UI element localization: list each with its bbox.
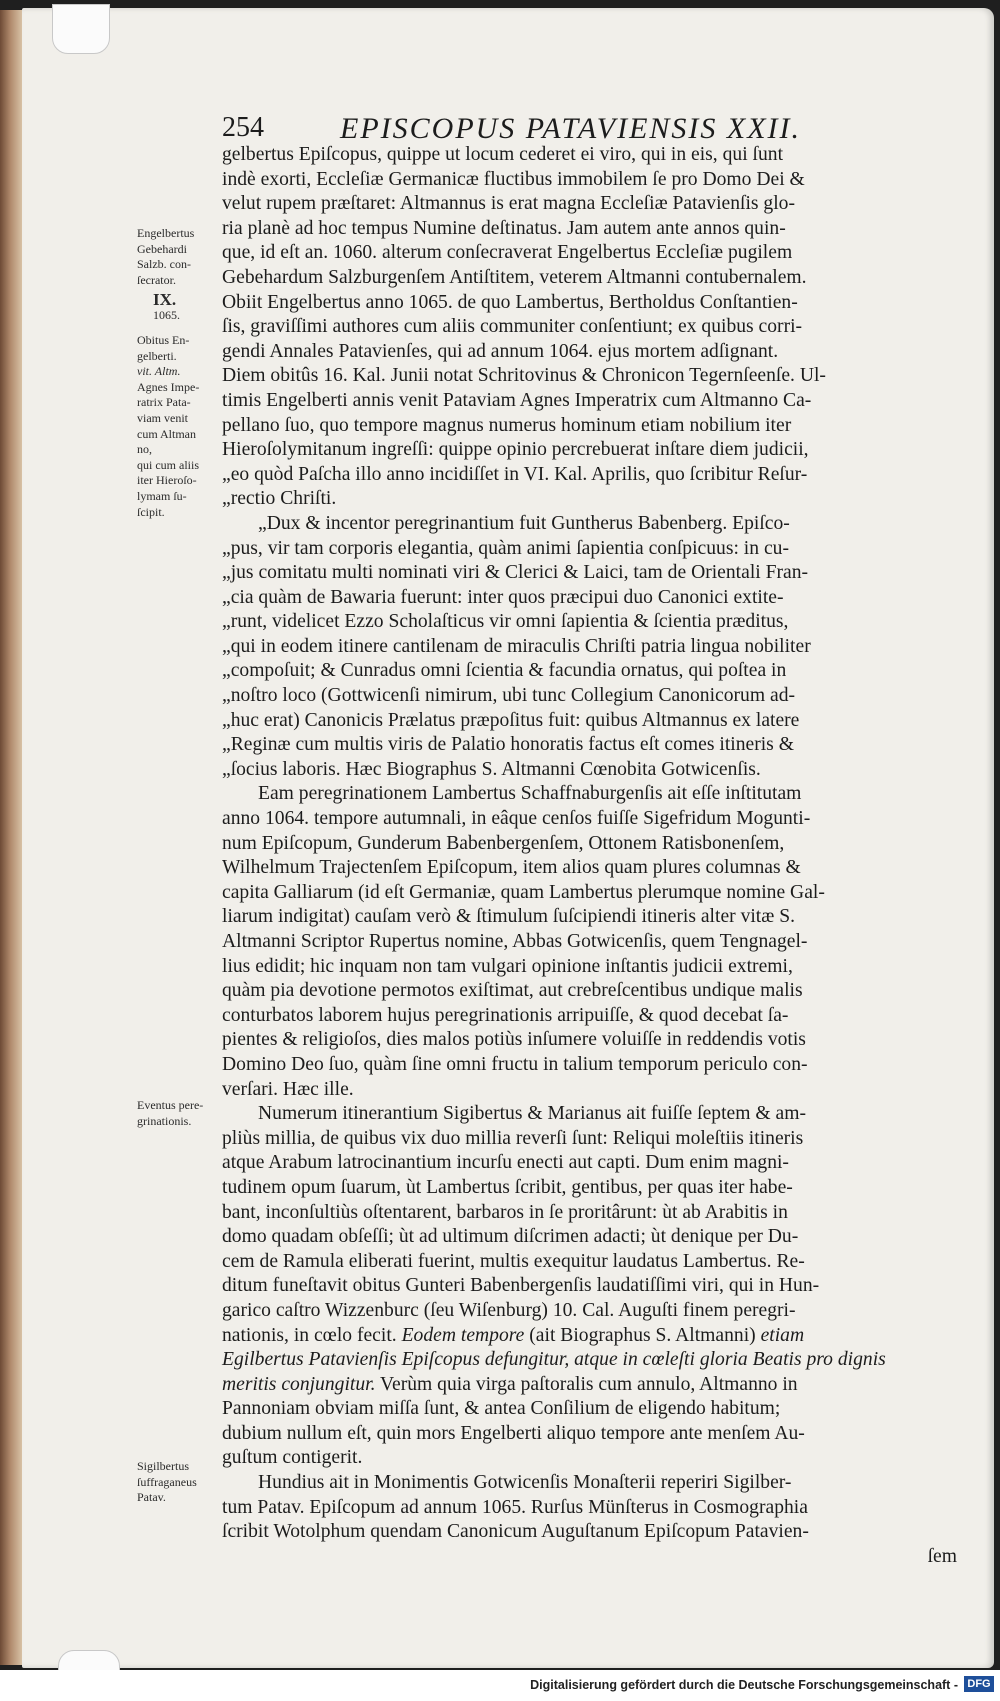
text-line: Hundius ait in Monimentis Gotwicenſis Monaſterii reperiri Sigilber-	[258, 1472, 792, 1494]
text-line: conturbatos laborem hujus peregrinationis arripuiſſe, & quod decebat ſa-	[222, 1004, 789, 1026]
main-text	[222, 143, 957, 1569]
text-line: Egilbertus Patavienſis Epiſcopus defungitur, atque in cœleſti gloria Beatis pro dignis	[222, 1349, 886, 1371]
margin-line: cum Altman	[137, 426, 196, 441]
catchword: ſem	[927, 1545, 957, 1567]
margin-line: Gebehardi	[137, 241, 187, 256]
margin-line: 1065.	[153, 307, 180, 322]
running-title: EPISCOPUS PATAVIENSIS XXII.	[340, 112, 802, 145]
text-line: tudinem opum ſuarum, ùt Lambertus ſcribit, gentibus, per quas iter habe-	[222, 1176, 793, 1198]
text-line: gelbertus Epiſcopus, quippe ut locum cederet ei viro, qui in eis, qui ſunt	[222, 144, 784, 165]
text-run: nationis, in cœlo fecit.	[222, 1324, 397, 1346]
text-line: Pannoniam obviam miſſa ſunt, & antea Conſilium de eligendo habitum;	[222, 1398, 781, 1420]
margin-section-number: IX.	[153, 290, 177, 309]
text-line: „rectio Chriſti.	[222, 488, 337, 510]
margin-line: ſuffraganeus	[137, 1474, 197, 1489]
text-line: cem de Ramula eliberati fuerint, multis exequitur laudatus Lambertus. Re-	[222, 1250, 805, 1272]
text-line: Hieroſolymitanum ingreſſi: quippe opinio percrebuerat inſtare diem judicii,	[222, 439, 809, 461]
margin-line: Engelbertus	[137, 226, 195, 240]
text-line: „runt, videlicet Ezzo Scholaſticus vir omni ſapientia & ſcientia præditus,	[222, 611, 789, 633]
margin-line: ſcipit.	[137, 504, 165, 519]
text-line: Numerum itinerantium Sigibertus & Marianus ait fuiſſe ſeptem & am-	[258, 1103, 806, 1125]
text-line: pliùs millia, de quibus vix duo millia reverſi ſunt: Reliqui moleſtiis itineris	[222, 1127, 804, 1149]
text-line: Altmanni Scriptor Rupertus nomine, Abbas Gotwicenſis, quem Tengnagel-	[222, 931, 808, 952]
text-line: verſari. Hæc ille.	[222, 1078, 354, 1100]
margin-line: Eventus pere-	[137, 1098, 204, 1112]
margin-line: no,	[137, 442, 152, 457]
margin-note-eventus	[137, 1098, 227, 1129]
text-line: tum Patav. Epiſcopum ad annum 1065. Rurſus Münſterus in Cosmographia	[222, 1496, 808, 1518]
text-line: anno 1064. tempore autumnali, in eâque cenſos fuiſſe Sigefridum Mogunti-	[222, 808, 811, 830]
text-line: gendi Annales Patavienſes, qui ad annum 1064. ejus mortem adſignant.	[222, 340, 779, 362]
text-line: guſtum contigerit.	[222, 1447, 363, 1469]
text-line: „jus comitatu multi nominati viri & Clerici & Laici, tam de Orientali Fran-	[222, 562, 809, 584]
text-line: Domino Deo ſuo, quàm ſine omni fructu in talium temporum periculo con-	[222, 1053, 808, 1075]
margin-line: vit. Altm.	[137, 364, 181, 379]
text-line: „huc erat) Canonicis Prælatus præpoſitus fuit: quibus Altmannus ex latere	[222, 709, 800, 731]
text-line: „Reginæ cum multis viris de Palatio honoratis factus eſt comes itineris &	[222, 734, 794, 756]
margin-note-sigilbertus	[137, 1459, 227, 1506]
text-line: Wilhelmum Trajectenſem Epiſcopum, item alios quam plures columnas &	[222, 857, 801, 879]
margin-line: Obitus En-	[137, 333, 190, 347]
text-line: „ſocius laboris. Hæc Biographus S. Altmanni Cœnobita Gotwicenſis.	[222, 758, 761, 780]
text-line: Obiit Engelbertus anno 1065. de quo Lambertus, Bertholdus Conſtantien-	[222, 291, 798, 313]
text-line	[222, 1324, 957, 1349]
text-line: pientes & religioſos, dies malos potiùs inſumere voluiſſe in reddendis votis	[222, 1029, 806, 1051]
text-line: ſis, graviſſimi authores cum aliis communiter conſentiunt; ex quibus corri-	[222, 316, 803, 338]
italic-run: meritis conjungitur.	[222, 1373, 376, 1395]
margin-line: grinationis.	[137, 1113, 192, 1128]
text-line: „qui in eodem itinere cantilenam de miraculis Chriſti patria lingua nobiliter	[222, 635, 811, 657]
margin-line: Agnes Impe-	[137, 379, 200, 394]
margin-note-engelbertus	[137, 226, 227, 288]
margin-line: Sigilbertus	[137, 1459, 190, 1473]
page-number: 254	[222, 112, 264, 143]
text-line: domo quadam obſeſſi; ùt ad ultimum diſcrimen adacti; ùt denique per Du-	[222, 1226, 799, 1248]
text-line: Eam peregrinationem Lambertus Schaffnaburgenſis ait eſſe inſtitutam	[258, 783, 802, 805]
text-line: liarum indigitat) cauſam verò & ſtimulum ſuſcipiendi itineris alter vitæ S.	[222, 906, 796, 928]
text-line: Gebehardum Salzburgenſem Antiſtitem, veterem Altmanni contubernalem.	[222, 266, 807, 288]
footer-credit: Digitalisierung gefördert durch die Deutsche Forschungsgemeinschaft -	[530, 1678, 958, 1692]
text-line: quàm pia devotione permotos exiſtimat, aut crebreſcentibus undique malis	[222, 980, 803, 1002]
text-line: „Dux & incentor peregrinantium fuit Guntherus Babenberg. Epiſco-	[258, 512, 790, 534]
margin-note-agnes	[137, 333, 227, 520]
text-line: „noſtro loco (Gottwicenſi nimirum, ubi tunc Collegium Canonicorum ad-	[222, 685, 796, 707]
text-line: ditum funeſtavit obitus Gunteri Babenbergenſis laudatiſſimi viri, qui in Hun-	[222, 1275, 820, 1297]
page-tab-top	[52, 4, 110, 54]
margin-line: iter Hieroſo-	[137, 473, 197, 488]
margin-line: Salzb. con-	[137, 257, 191, 272]
italic-run: etiam	[760, 1324, 805, 1346]
margin-line: qui cum aliis	[137, 457, 199, 472]
margin-line: viam venit	[137, 410, 188, 425]
text-line: atque Arabum latrocinantium incurſu enecti aut capti. Dum enim magni-	[222, 1152, 789, 1174]
text-line	[222, 1373, 957, 1398]
text-line: pellano ſuo, quo tempore magnus numerus hominum etiam nobilium iter	[222, 414, 792, 436]
text-line: bant, inconſultiùs oſtentarent, barbaros in ſe proritârunt: ùt ab Arabitis in	[222, 1201, 788, 1223]
text-line: Diem obitûs 16. Kal. Junii notat Schritovinus & Chronicon Tegernſeenſe. Ul-	[222, 365, 826, 387]
margin-line: ratrix Pata-	[137, 395, 191, 410]
dfg-logo: DFG	[964, 1676, 994, 1692]
text-line: capita Galliarum (id eſt Germaniæ, quam Lambertus plerumque nomine Gal-	[222, 881, 825, 903]
text-line: dubium nullum eſt, quin mors Engelberti aliquo tempore ante menſem Au-	[222, 1422, 805, 1444]
margin-note-obitus	[153, 292, 243, 323]
text-line: „compoſuit; & Cunradus omni ſcientia & facundia ornatus, qui poſtea in	[222, 660, 787, 682]
text-line: timis Engelberti annis venit Pataviam Agnes Imperatrix cum Altmanno Ca-	[222, 389, 812, 411]
text-line: lius edidit; hic inquam non tam vulgari opinione inſtantis judicii extremi,	[222, 955, 793, 977]
margin-line: Patav.	[137, 1490, 166, 1505]
text-line: ſcribit Wotolphum quendam Canonicum Auguſtanum Epiſcopum Patavien-	[222, 1521, 809, 1543]
text-line: ria planè ad hoc tempus Numine deſtinatus. Jam autem ante annos quin-	[222, 217, 786, 239]
text-line: num Epiſcopum, Gunderum Babenbergenſem, Ottonem Ratisbonenſem,	[222, 832, 785, 854]
text-line: velut rupem præſtaret: Altmannus is erat magna Eccleſiæ Patavienſis glo-	[222, 193, 795, 215]
margin-line: gelberti.	[137, 348, 177, 363]
text-line: que, id eſt an. 1060. alterum conſecraverat Engelbertus Eccleſiæ pugilem	[222, 242, 793, 264]
margin-line: lymam ſu-	[137, 488, 187, 503]
text-line: indè exorti, Eccleſiæ Germanicæ fluctibus immobilem ſe pro Domo Dei &	[222, 168, 805, 190]
italic-run: Eodem tempore	[401, 1324, 525, 1346]
text-run: Verùm quia virga paſtoralis cum annulo, Altmanno in	[380, 1373, 798, 1395]
text-run: (ait Biographus S. Altmanni)	[529, 1324, 756, 1346]
text-line: „cia quàm de Bawaria fuerunt: inter quos præcipui duo Canonici extite-	[222, 586, 784, 608]
text-line: „pus, vir tam corporis elegantia, quàm animi ſapientia conſpicuus: in cu-	[222, 537, 789, 559]
digitization-footer	[0, 1670, 1000, 1701]
text-line: garico caſtro Wizzenburc (ſeu Wiſenburg) 10. Cal. Auguſti finem peregri-	[222, 1299, 796, 1321]
text-line: „eo quòd Paſcha illo anno incidiſſet in VI. Kal. Aprilis, quo ſcribitur Reſur-	[222, 463, 808, 485]
margin-line: ſecrator.	[137, 272, 176, 287]
